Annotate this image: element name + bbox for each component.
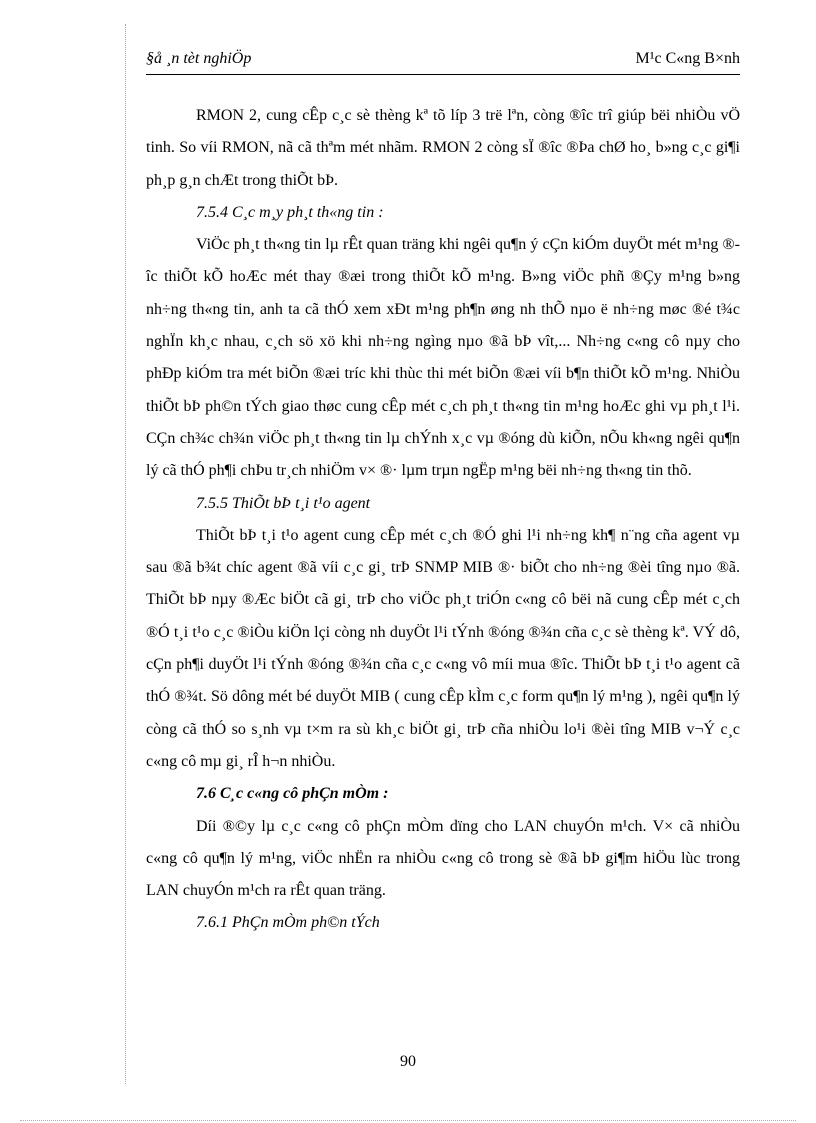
header-document-title: §å ¸n tèt nghiÖp	[146, 50, 252, 67]
page-header	[146, 50, 740, 75]
paragraph-software-tools: Díi ®©y lµ c¸c c«ng cô phÇn mÒm dïng cho LAN chuyÓn m¹ch. V× cã nhiÒu c«ng cô qu¶n lý m¹ng, viÖc nhËn ra nhiÒu c«ng cô trong sè ®ã bÞ gi¶m hiÖu lùc trong LAN chuyÓn m¹ch ra rÊt quan träng.	[146, 817, 740, 900]
section-heading-7-6: 7.6 C¸c c«ng cô phÇn mÒm :	[196, 785, 389, 803]
page-body	[146, 100, 740, 940]
section-heading-7-6-1: 7.6.1 PhÇn mÒm ph©n tÝch	[196, 914, 380, 932]
section-heading-7-5-4: 7.5.4 C¸c m¸y ph¸t th«ng tin :	[196, 203, 384, 221]
page-number: 90	[400, 1053, 416, 1070]
page-frame-bottom-border	[20, 1120, 796, 1121]
paragraph-rmon2: RMON 2, cung cÊp c¸c sè thèng kª tõ líp 3 trë lªn, còng ®îc trî giúp bëi nhiÒu vÖ tinh. So víi RMON, nã cã thªm mét nhãm. RMON 2 còng sÏ ®îc ®Þa chØ ho¸ b»ng c¸c gi¶i ph¸p g¸n chÆt trong thiÕt bÞ.	[146, 107, 740, 189]
paragraph-info-generators: ViÖc ph¸t th«ng tin lµ rÊt quan träng khi ngêi qu¶n ý cÇn kiÓm duyÖt mét m¹ng ®îc thiÕt kÕ hoÆc mét thay ®æi trong thiÕt kÕ m¹ng. B»ng viÖc phñ ®Çy m¹ng b»ng nh÷ng th«ng tin, anh ta cã thÓ xem xÐt m¹ng ph¶n øng nh thÕ nµo ë nh÷ng møc ®é t¾c nghÏn kh¸c nhau, c¸ch sö xö khi nh÷ng ngìng nµo ®ã bÞ vît,... Nh÷ng c«ng cô nµy cho phÐp kiÓm tra mét biÕn ®æi tríc khi thùc thi mét biÕn ®æi víi b¶n thiÕt kÕ m¹ng. NhiÒu thiÕt bÞ ph©n tÝch giao thøc cung cÊp mét c¸ch ph¸t th«ng tin m¹ng hoÆc ghi vµ ph¸t l¹i. CÇn ch¾c ch¾n viÖc ph¸t th«ng tin lµ chÝnh x¸c vµ ®óng dù kiÕn, nÕu kh«ng ngêi qu¶n lý cã thÓ ph¶i chÞu tr¸ch nhiÖm v× ®· lµm trµn ngËp m¹ng bëi nh÷ng th«ng tin thõ.	[146, 236, 740, 480]
section-heading-7-5-5: 7.5.5 ThiÕt bÞ t¸i t¹o agent	[196, 494, 371, 512]
page-frame-left-border	[125, 24, 126, 1084]
header-author-name: M¹c C«ng B×nh	[635, 50, 740, 67]
paragraph-agent-simulator: ThiÕt bÞ t¸i t¹o agent cung cÊp mét c¸ch ®Ó ghi l¹i nh÷ng kh¶ n¨ng cña agent vµ sau ®ã b¾t chíc agent ®ã víi c¸c gi¸ trÞ SNMP MIB ®· biÕt cho nh÷ng ®èi tîng nµo ®ã. ThiÕt bÞ nµy ®Æc biÖt cã gi¸ trÞ cho viÖc ph¸t triÓn c«ng cô bëi nã cung cÊp mét c¸ch ®Ó t¸i t¹o c¸c ®iÒu kiÖn lçi còng nh duyÖt l¹i tÝnh ®óng ®¾n cña c¸c sè thèng kª. VÝ dô, cÇn ph¶i duyÖt l¹i tÝnh ®óng ®¾n cña c¸c c«ng vô míi mua ®îc. ThiÕt bÞ t¸i t¹o agent cã thÓ ®¾t. Sö dông mét bé duyÖt MIB ( cung cÊp kÌm c¸c form qu¶n lý m¹ng ), ngêi qu¶n lý còng cã thÓ so s¸nh vµ t×m ra sù kh¸c biÖt gi¸ trÞ cña nhiÒu lo¹i ®èi tîng MIB v¬Ý c¸c c«ng cô mµ gi¸ rÎ h¬n nhiÒu.	[146, 526, 740, 770]
